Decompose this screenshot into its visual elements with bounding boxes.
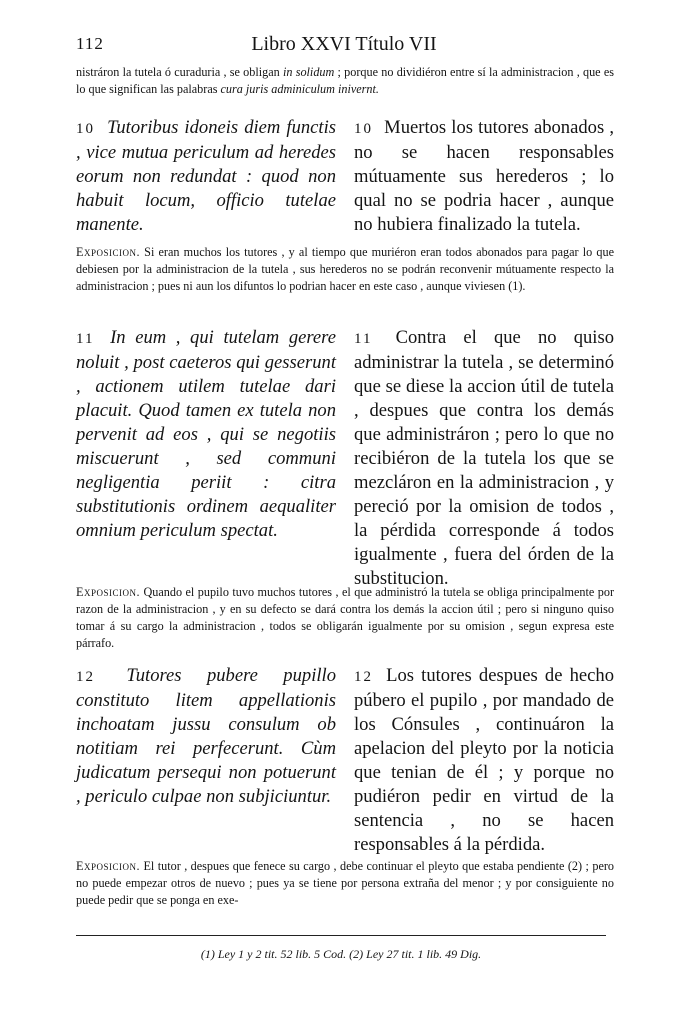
- intro-text-a: nistráron la tutela ó curaduria , se obligan: [76, 65, 283, 79]
- footnote-divider: [76, 935, 606, 936]
- latin-body: In eum , qui tutelam gerere noluit , post caeteros qui gesserunt , actionem utilem tutelae dari placuit. Quod tamen ex tutela non pervenit ad eos , qui se negotiis miscuerunt , sed communi negligentia periit : citra substitutionis ordinem aequaliter omnium periculum spectat.: [76, 327, 336, 541]
- section-number-latin: 12: [76, 669, 95, 685]
- exposicion-label: Exposicion.: [76, 859, 140, 873]
- running-title: Libro XXVI Título VII: [251, 33, 437, 55]
- exposicion-body: Si eran muchos los tutores , y al tiempo que muriéron eran todos abonados para pagar lo que debiesen por la administracion de la tutela , sus herederos no se podrán reconvenir mútuamente respecto la administracion ; pues ni aun los difuntos lo podrian hacer en este caso , aunque viviesen (1).: [76, 245, 614, 293]
- section-number-spanish: 11: [354, 331, 373, 347]
- intro-paragraph: [76, 64, 614, 98]
- intro-italic-b: cura juris adminiculum inivernt.: [220, 82, 379, 96]
- exposicion-11: [76, 584, 614, 652]
- spanish-text-10: [354, 116, 614, 237]
- intro-text-b: ; porque no dividiéron entre sí la administracion , que es lo que significan las palabras: [76, 65, 614, 96]
- exposicion-label: Exposicion.: [76, 585, 140, 599]
- section-10: [76, 116, 614, 235]
- latin-text-12: [76, 664, 336, 809]
- exposicion-label: Exposicion.: [76, 245, 140, 259]
- section-11: [76, 326, 614, 589]
- section-number-spanish: 10: [354, 121, 373, 137]
- page-header: [76, 34, 612, 60]
- exposicion-10: [76, 244, 614, 295]
- section-number-spanish: 12: [354, 669, 373, 685]
- latin-body: Tutores pubere pupillo constituto litem appellationis inchoatam jussu consulum ob notitiam rei perfecerunt. Cùm judicatum persequi non potuerunt , periculo culpae non subjiciuntur.: [76, 665, 336, 807]
- footnote: [76, 947, 606, 962]
- latin-text-11: [76, 326, 336, 543]
- section-number-latin: 10: [76, 121, 95, 137]
- page-number: 112: [76, 34, 104, 53]
- spanish-body: Contra el que no quiso administrar la tutela , se determinó que se diese la accion útil de tutela , despues que contra los demás que administráron ; pero lo que no recibiéron de la tutela los que se mezcláron en la administracion , y pereció por la omision de todos , la pérdida corresponde á todos igualmente , fuera del órden de la substitucion.: [354, 327, 614, 589]
- section-number-latin: 11: [76, 331, 95, 347]
- footnote-text: (1) Ley 1 y 2 tit. 52 lib. 5 Cod. (2) Ley 27 tit. 1 lib. 49 Dig.: [200, 947, 482, 961]
- exposicion-body: Quando el pupilo tuvo muchos tutores , el que administró la tutela se obliga principalmente por razon de la administracion , y en su defecto se dará contra los demás la accion útil ; pero si ninguno quiso tomar á su cargo la administracion , todos se obligarán igualmente por su omision , segun expresa este párrafo.: [76, 585, 615, 650]
- exposicion-12: [76, 858, 614, 909]
- spanish-text-12: [354, 664, 614, 857]
- spanish-text-11: [354, 326, 614, 591]
- exposicion-body: El tutor , despues que fenece su cargo , debe continuar el pleyto que estaba pendiente (2) ; pero no puede empezar otros de nuevo ; pues ya se tiene por persona extraña del menor ; y por consiguiente no puede pedir que se ponga en exe-: [76, 859, 615, 907]
- spanish-body: Los tutores despues de hecho púbero el pupilo , por mandado de los Cónsules , continuáron la apelacion del pleyto por la noticia que tenian de él ; y porque no pudiéron pedir en virtud de la sentencia , no se hacen responsables á la pérdida.: [354, 665, 614, 855]
- latin-text-10: [76, 116, 336, 237]
- intro-italic-a: in solidum: [282, 65, 335, 79]
- latin-body: Tutoribus idoneis diem functis , vice mutua periculum ad heredes eorum non redundat : quod non habuit locum, officio tutelae manente.: [76, 117, 336, 235]
- section-12: [76, 664, 614, 855]
- spanish-body: Muertos los tutores abonados , no se hacen responsables mútuamente sus herederos ; lo qual no se podria hacer , aunque no hubiera finalizado la tutela.: [354, 117, 614, 235]
